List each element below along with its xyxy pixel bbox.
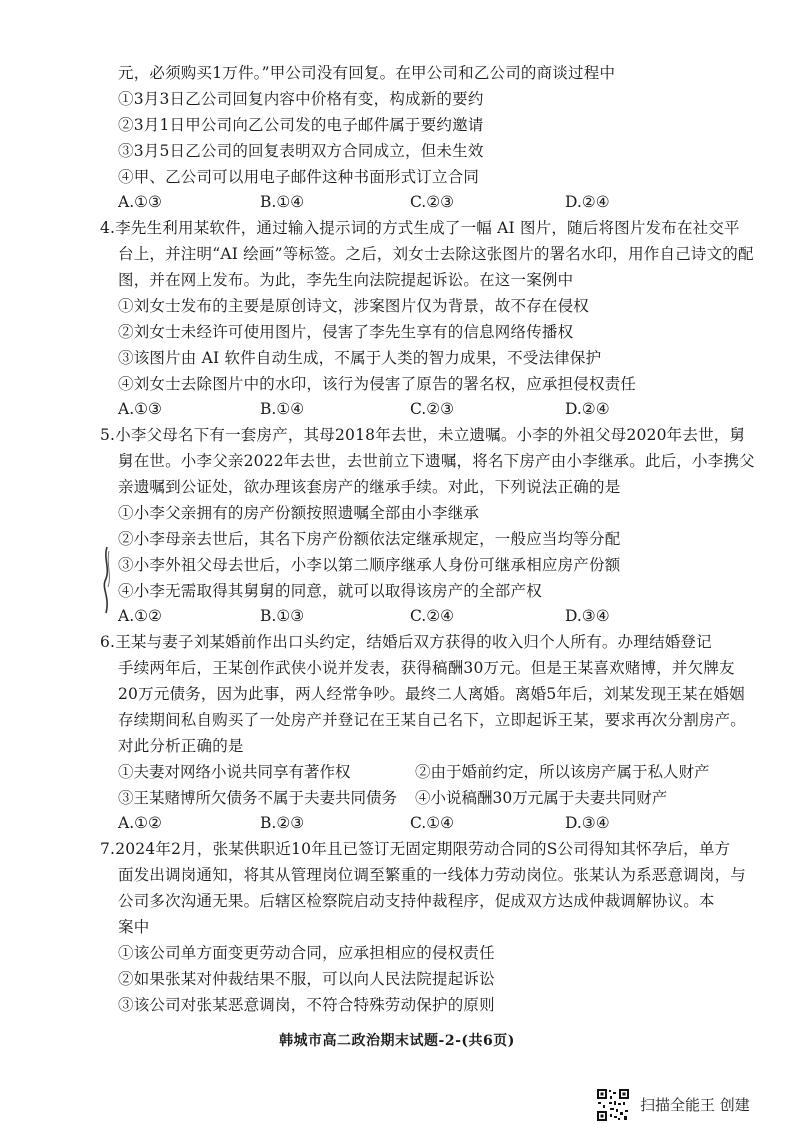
q4-option-2: ②刘女士未经许可使用图片，侵害了李先生享有的信息网络传播权 <box>118 323 574 341</box>
q4-option-4: ④刘女士去除图片中的水印，该行为侵害了原告的署名权，应承担侵权责任 <box>118 375 637 393</box>
q3-choice-c: C.②③ <box>410 193 455 211</box>
q3-choice-a: A.①③ <box>118 193 162 211</box>
question-6-stem: 手续两年后，王某创作武侠小说并发表，获得稿酬30万元。但是王某喜欢赌博，并欠牌友 <box>118 659 735 677</box>
q3-option-3: ③3月5日乙公司的回复表明双方合同成立，但未生效 <box>118 142 484 160</box>
scanner-watermark: 扫描全能王 创建 <box>640 1096 750 1114</box>
q6-choice-b: B.②③ <box>260 814 305 832</box>
q6-option-2: ②由于婚前约定，所以该房产属于私人财产 <box>415 763 710 781</box>
q4-choice-c: C.②③ <box>410 400 455 418</box>
q5-option-2: ②小李母亲去世后，其名下房产份额依法定继承规定，一般应当均等分配 <box>118 530 621 548</box>
question-6-stem: 存续期间私自购买了一处房产并登记在王某自己名下，立即起诉王某，要求再次分割房产。 <box>118 711 747 729</box>
q7-option-3: ③该公司对张某恶意调岗，不符合特殊劳动保护的原则 <box>118 996 495 1014</box>
q6-choice-c: C.①④ <box>410 814 455 832</box>
q6-options-row-2 <box>118 787 738 810</box>
question-3-stem-tail: 元，必须购买1万件。”甲公司没有回复。在甲公司和乙公司的商谈过程中 <box>118 64 616 82</box>
q4-answer-choices <box>118 398 718 421</box>
q5-answer-choices <box>118 605 718 628</box>
q6-option-1: ①夫妻对网络小说共同享有著作权 <box>118 763 351 781</box>
question-6-stem: 20万元债务，因为此事，两人经常争吵。最终二人离婚。离婚5年后，刘某发现王某在婚姻 <box>118 685 745 703</box>
q7-option-2: ②如果张某对仲裁结果不服，可以向人民法院提起诉讼 <box>118 970 495 988</box>
q4-choice-b: B.①④ <box>260 400 305 418</box>
question-4-stem: 图，并在网上发布。为此，李先生向法院提起诉讼。在这一案例中 <box>118 271 574 289</box>
q6-choice-a: A.①② <box>118 814 162 832</box>
q3-option-2: ②3月1日甲公司向乙公司发的电子邮件属于要约邀请 <box>118 116 484 134</box>
question-4-stem: 台上，并注明“AI 绘画”等标签。之后，刘女士去除这张图片的署名水印，用作自己诗文的配 <box>118 245 754 263</box>
q5-option-4: ④小李无需取得其舅舅的同意，就可以取得该房产的全部产权 <box>118 582 542 600</box>
q6-options-row-1 <box>118 761 738 784</box>
question-7-stem: 公司多次沟通无果。后辖区检察院启动支持仲裁程序，促成双方达成仲裁调解协议。本 <box>118 892 715 910</box>
q4-option-1: ①刘女士发布的主要是原创诗文，涉案图片仅为背景，故不存在侵权 <box>118 297 590 315</box>
q5-choice-a: A.①② <box>118 607 162 625</box>
q5-choice-d: D.③④ <box>565 607 610 625</box>
question-4-stem: 4.李先生利用某软件，通过输入提示词的方式生成了一幅 AI 图片，随后将图片发布在社交平 <box>100 219 740 237</box>
question-7-stem: 7.2024年2月，张某供职近10年且已签订无固定期限劳动合同的S公司得知其怀孕后，单方 <box>100 840 731 858</box>
q6-choice-d: D.③④ <box>565 814 610 832</box>
q3-choice-d: D.②④ <box>565 193 610 211</box>
q3-option-1: ①3月3日乙公司回复内容中价格有变，构成新的要约 <box>118 90 484 108</box>
q4-option-3: ③该图片由 AI 软件自动生成，不属于人类的智力成果，不受法律保护 <box>118 349 602 367</box>
qr-code-icon <box>596 1088 630 1122</box>
q6-option-3: ③王某赌博所欠债务不属于夫妻共同债务 <box>118 789 398 807</box>
q3-choice-b: B.①④ <box>260 193 305 211</box>
q5-option-1: ①小李父亲拥有的房产份额按照遗嘱全部由小李继承 <box>118 504 480 522</box>
q3-option-4: ④甲、乙公司可以用电子邮件这种书面形式订立合同 <box>118 168 480 186</box>
q3-answer-choices <box>118 191 718 214</box>
question-5-stem: 5.小李父母名下有一套房产，其母2018年去世，未立遗嘱。小李的外祖父母2020年去世，舅 <box>100 426 746 444</box>
q6-option-4: ④小说稿酬30万元属于夫妻共同财产 <box>415 789 668 807</box>
question-7-stem: 案中 <box>118 918 150 936</box>
q6-answer-choices <box>118 812 718 835</box>
page-footer: 韩城市高二政治期末试题-2-(共6页) <box>279 1033 515 1049</box>
q7-option-1: ①该公司单方面变更劳动合同，应承担相应的侵权责任 <box>118 944 495 962</box>
scan-artifact-icon <box>100 545 114 615</box>
question-7-stem: 面发出调岗通知，将其从管理岗位调至繁重的一线体力劳动岗位。张某认为系恶意调岗，与 <box>118 866 747 884</box>
question-5-stem: 舅在世。小李父亲2022年去世，去世前立下遗嘱，将名下房产由小李继承。此后，小李携父 <box>118 452 755 470</box>
question-5-stem: 亲遗嘱到公证处，欲办理该套房产的继承手续。对此，下列说法正确的是 <box>118 478 621 496</box>
q4-choice-a: A.①③ <box>118 400 162 418</box>
q5-choice-b: B.①③ <box>260 607 305 625</box>
q5-option-3: ③小李外祖父母去世后，小李以第二顺序继承人身份可继承相应房产份额 <box>118 556 621 574</box>
q5-choice-c: C.②④ <box>410 607 455 625</box>
q4-choice-d: D.②④ <box>565 400 610 418</box>
question-6-stem: 对此分析正确的是 <box>118 737 244 755</box>
question-6-stem: 6.王某与妻子刘某婚前作出口头约定，结婚后双方获得的收入归个人所有。办理结婚登记 <box>100 633 712 651</box>
